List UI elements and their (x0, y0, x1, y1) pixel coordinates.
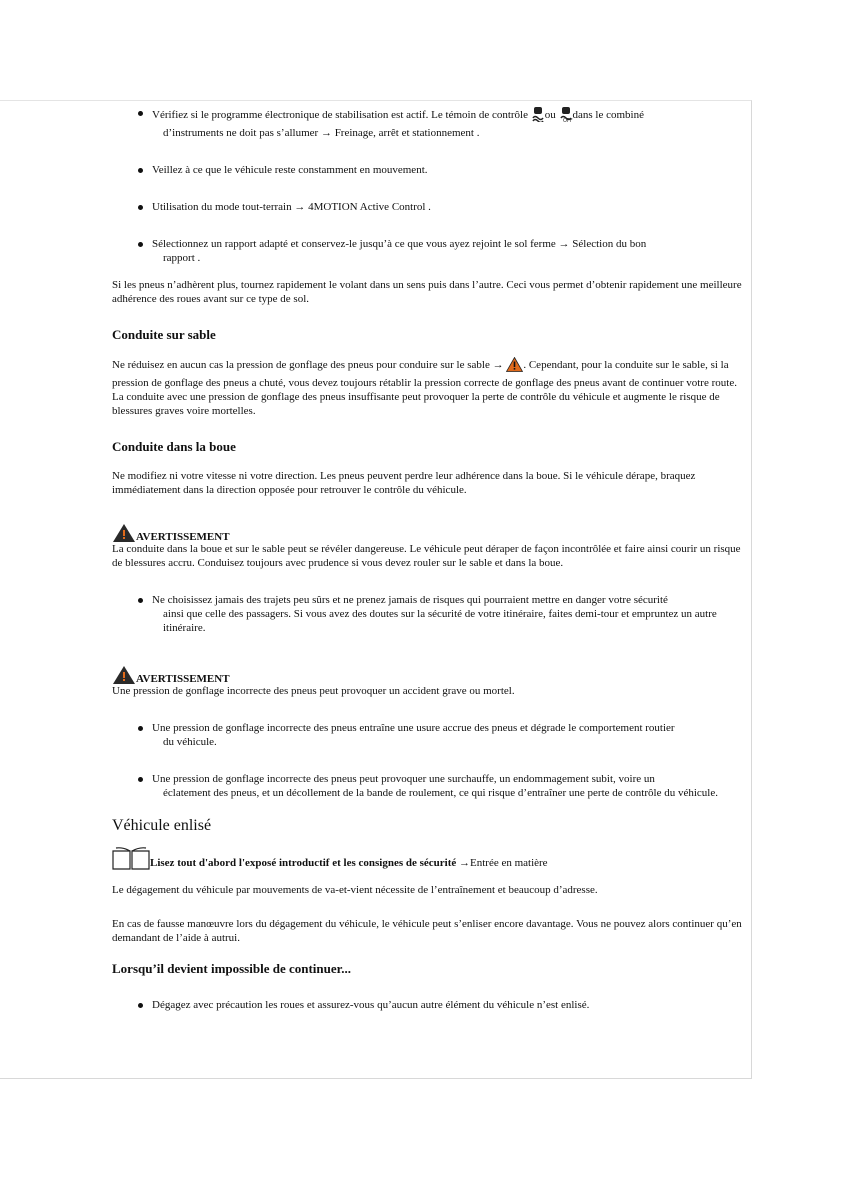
paragraph-sable-b: . Cependant, pour la conduite sur le sable, si la pression de gonflage des pneus a chuté, vous devez toujours rétablir la pression correcte de gonflage des pneus avant de continuer votre route. La conduite avec une pression de gonflage des pneus insuffisante peut provoquer la perte de contrôle du véhicule et augmente le risque de blessures graves voire mortelles. (112, 359, 737, 417)
bullet-icon (138, 242, 143, 247)
bullet-text: Veillez à ce que le véhicule reste constamment en mouvement. (152, 164, 428, 176)
bullet-text: Une pression de gonflage incorrecte des pneus entraîne une usure accrue des pneus et dégrade le comportement routier (152, 722, 675, 734)
read-first-line (112, 847, 742, 871)
bullet-icon (138, 777, 143, 782)
bullet-text-cont: d’instruments ne doit pas s’allumer → Freinage, arrêt et stationnement . (163, 127, 480, 139)
bullet-text: Une pression de gonflage incorrecte des pneus peut provoquer une surchauffe, un endommagement subit, voire un (152, 773, 655, 785)
warning-text: La conduite dans la boue et sur le sable peut se révéler dangereuse. Le véhicule peut déraper de façon incontrôlée et faire ainsi courir un risque de blessures accru. Conduisez toujours avec prudence si vous devez rouler sur le sable et dans la boue. (112, 543, 741, 569)
bullet-text-cont: éclatement des pneus, et un décollement de la bande de roulement, ce qui risque d’entraîner une perte de contrôle du véhicule. (163, 787, 718, 799)
bullet-text: Dégagez avec précaution les roues et assurez-vous qu’aucun autre élément du véhicule n’est enlisé. (152, 999, 590, 1011)
list-item (112, 106, 742, 140)
bullet-icon (138, 168, 143, 173)
list-item (112, 163, 742, 177)
bullet-text-or: ou (544, 109, 556, 121)
bullet-text-cont: du véhicule. (163, 736, 217, 748)
section-heading-sable: Conduite sur sable (112, 327, 216, 342)
warning-heading (112, 518, 742, 542)
warning-triangle-icon (112, 665, 136, 689)
read-first-text: Lisez tout d'abord l'exposé introductif et les consignes de sécurité (150, 857, 457, 869)
list-item (112, 593, 742, 635)
bullet-icon (138, 1003, 143, 1008)
list-item (112, 237, 742, 265)
paragraph-sable (112, 357, 742, 418)
paragraph-sable-a: Ne réduisez en aucun cas la pression de gonflage des pneus pour conduire sur le sable → (112, 359, 504, 371)
list-item (112, 200, 742, 214)
paragraph-fausse-manoeuvre: En cas de fausse manœuvre lors du dégagement du véhicule, le véhicule peut s’enliser encore davantage. Vous ne pouvez alors continuer qu’en demandant de l’aide à autrui. (112, 918, 742, 944)
list-item (112, 772, 742, 800)
list-item (112, 998, 742, 1012)
bullet-icon (138, 726, 143, 731)
paragraph: Si les pneus n’adhèrent plus, tournez rapidement le volant dans un sens puis dans l’autre. Ceci vous permet d’obtenir rapidement une meilleure adhérence des roues avant sur ce type de sol. (112, 279, 742, 305)
warning-heading (112, 660, 742, 684)
esc-warning-icon (531, 106, 545, 126)
bullet-text: Utilisation du mode tout-terrain → 4MOTION Active Control . (152, 201, 431, 213)
warning-block (112, 518, 742, 635)
bullet-text: Sélectionnez un rapport adapté et conservez-le jusqu’à ce que vous ayez rejoint le sol ferme → Sélection du bon (152, 238, 647, 250)
bullet-text: Ne choisissez jamais des trajets peu sûrs et ne prenez jamais de risques qui pourraient mettre en danger votre sécurité (152, 594, 668, 606)
bullet-icon (138, 111, 143, 116)
warning-block (112, 660, 742, 800)
bullet-text-after: dans le combiné (572, 109, 644, 121)
warning-text: Une pression de gonflage incorrecte des pneus peut provoquer un accident grave ou mortel. (112, 685, 515, 697)
paragraph-boue: Ne modifiez ni votre vitesse ni votre direction. Les pneus peuvent perdre leur adhérence dans la boue. Si le véhicule dérape, braquez immédiatement dans la direction opposée pour retrouver le contrôle du véhicule. (112, 470, 696, 496)
warning-label: AVERTISSEMENT (136, 673, 230, 685)
list-item (112, 721, 742, 749)
document-body (112, 106, 742, 1012)
section-heading-boue: Conduite dans la boue (112, 439, 236, 454)
warning-label: AVERTISSEMENT (136, 531, 230, 543)
paragraph-degagement: Le dégagement du véhicule par mouvements de va-et-vient nécessite de l’entraînement et beaucoup d’adresse. (112, 884, 598, 896)
bullet-icon (138, 205, 143, 210)
bullet-icon (138, 598, 143, 603)
warning-triangle-icon (112, 523, 136, 547)
book-icon (112, 847, 150, 875)
section-heading-impossible: Lorsqu’il devient impossible de continuer... (112, 961, 351, 976)
svg-text:OFF: OFF (562, 118, 573, 122)
warning-triangle-icon (506, 357, 523, 376)
link-entree-en-matiere[interactable]: →Entrée en matière (459, 857, 548, 869)
bullet-text: Vérifiez si le programme électronique de stabilisation est actif. Le témoin de contrôle (152, 109, 528, 121)
esc-off-icon (559, 106, 573, 126)
bullet-text-cont: ainsi que celle des passagers. Si vous avez des doutes sur la sécurité de votre itinéraire, faites demi-tour et empruntez un autre itinéraire. (163, 608, 717, 634)
section-heading-enlise: Véhicule enlisé (112, 817, 212, 834)
bullet-text-cont: rapport . (163, 252, 201, 264)
